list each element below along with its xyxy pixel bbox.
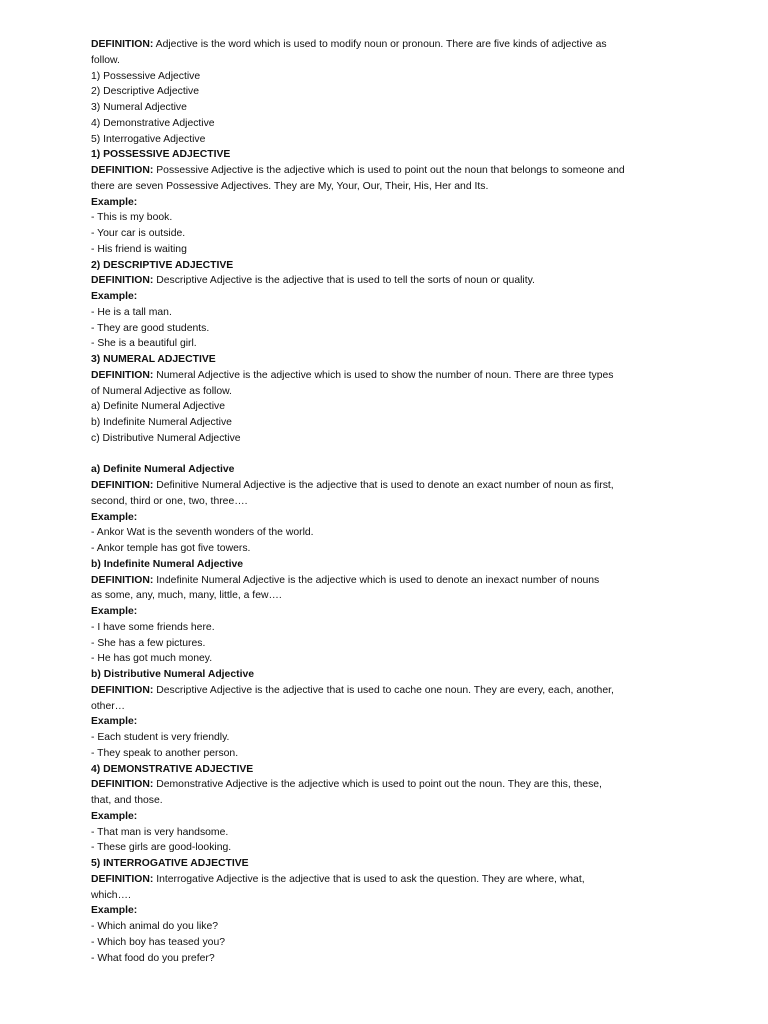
definition-label: DEFINITION: xyxy=(91,165,154,176)
kind-list-item: 4) Demonstrative Adjective xyxy=(91,117,215,129)
example-item: - She is a beautiful girl. xyxy=(91,338,197,350)
example-item: - Which animal do you like? xyxy=(91,921,219,932)
example-item: - These girls are good-looking. xyxy=(91,842,232,854)
example-item: - His friend is waiting xyxy=(91,243,187,255)
example-label: Example: xyxy=(91,810,138,822)
demonstrative-definition-cont: that, and those. xyxy=(91,795,163,806)
interrogative-definition-line: DEFINITION: Interrogative Adjective is the adjective that is used to ask the question. They are where, what, xyxy=(91,873,585,885)
example-item: - They are good students. xyxy=(91,322,210,334)
intro-definition-text-cont: follow. xyxy=(91,54,120,66)
example-item: - They speak to another person. xyxy=(91,747,239,759)
definition-label: DEFINITION: xyxy=(91,779,154,791)
type-list-item: b) Indefinite Numeral Adjective xyxy=(91,417,232,428)
example-item: - What food do you prefer? xyxy=(91,952,215,964)
subsection-heading-definite: a) Definite Numeral Adjective xyxy=(91,464,235,476)
example-item: - That man is very handsome. xyxy=(91,826,229,838)
example-label: Example: xyxy=(91,196,138,208)
example-item: - Ankor temple has got five towers. xyxy=(91,543,251,554)
blank-line xyxy=(91,447,691,463)
example-item: - This is my book. xyxy=(91,212,173,224)
intro-definition-line xyxy=(91,37,691,53)
section-heading-demonstrative: 4) DEMONSTRATIVE ADJECTIVE xyxy=(91,763,254,775)
section-heading-descriptive: 2) DESCRIPTIVE ADJECTIVE xyxy=(91,259,234,271)
section-heading-interrogative: 5) INTERROGATIVE ADJECTIVE xyxy=(91,858,249,869)
example-label: Example: xyxy=(91,606,138,617)
numeral-definition-cont: of Numeral Adjective as follow. xyxy=(91,385,232,397)
example-item: - Your car is outside. xyxy=(91,228,186,239)
example-label: Example: xyxy=(91,905,138,917)
distributive-definition-line: DEFINITION: Descriptive Adjective is the adjective that is used to cache one noun. They are every, each, another, xyxy=(91,684,614,696)
type-list-item: c) Distributive Numeral Adjective xyxy=(91,432,241,444)
example-label: Example: xyxy=(91,511,138,523)
kind-list-item: 5) Interrogative Adjective xyxy=(91,133,206,145)
possessive-definition-line: DEFINITION: Possessive Adjective is the adjective which is used to point out the noun that belongs to someone and xyxy=(91,165,625,176)
definition-label: DEFINITION: xyxy=(91,480,154,491)
example-item: - He has got much money. xyxy=(91,653,213,665)
intro-definition-text: Adjective is the word which is used to modify noun or pronoun. There are five kinds of adjective as xyxy=(153,39,607,50)
definition-label: DEFINITION: xyxy=(91,574,154,586)
possessive-definition-cont: there are seven Possessive Adjectives. They are My, Your, Our, Their, His, Her and Its. xyxy=(91,180,489,192)
definition-label: DEFINITION: xyxy=(91,275,154,287)
kind-list-item: 1) Possessive Adjective xyxy=(91,70,201,82)
indefinite-definition-cont: as some, any, much, many, little, a few…. xyxy=(91,590,282,602)
type-list-item: a) Definite Numeral Adjective xyxy=(91,401,225,413)
definition-label: DEFINITION: xyxy=(91,873,154,885)
section-heading-numeral: 3) NUMERAL ADJECTIVE xyxy=(91,354,216,365)
section-heading-possessive: 1) POSSESSIVE ADJECTIVE xyxy=(91,149,231,161)
example-item: - He is a tall man. xyxy=(91,306,172,318)
example-item: - Which boy has teased you? xyxy=(91,936,225,948)
document-page xyxy=(91,37,691,966)
interrogative-definition-cont: which…. xyxy=(91,889,131,901)
kind-list-item: 2) Descriptive Adjective xyxy=(91,86,199,98)
subsection-heading-distributive: b) Distributive Numeral Adjective xyxy=(91,669,255,680)
example-item: - Each student is very friendly. xyxy=(91,732,230,743)
example-item: - Ankor Wat is the seventh wonders of the world. xyxy=(91,527,314,539)
definite-definition-line: DEFINITION: Definitive Numeral Adjective is the adjective that is used to denote an exact number of noun as first, xyxy=(91,480,614,491)
example-label: Example: xyxy=(91,716,138,728)
example-item: - I have some friends here. xyxy=(91,621,215,633)
subsection-heading-indefinite: b) Indefinite Numeral Adjective xyxy=(91,558,244,570)
demonstrative-definition-line: DEFINITION: Demonstrative Adjective is the adjective which is used to point out the noun. They are this, these, xyxy=(91,779,602,791)
example-label: Example: xyxy=(91,291,138,302)
definition-label: DEFINITION: xyxy=(91,369,154,381)
kind-list-item: 3) Numeral Adjective xyxy=(91,102,187,113)
indefinite-definition-line: DEFINITION: Indefinite Numeral Adjective is the adjective which is used to denote an inexact number of nouns xyxy=(91,574,600,586)
distributive-definition-cont: other… xyxy=(91,700,126,712)
definition-label: DEFINITION: xyxy=(91,39,154,50)
numeral-definition-line: DEFINITION: Numeral Adjective is the adjective which is used to show the number of noun. There are three types xyxy=(91,369,614,381)
definite-definition-cont: second, third or one, two, three…. xyxy=(91,495,248,507)
descriptive-definition-line: DEFINITION: Descriptive Adjective is the adjective that is used to tell the sorts of noun or quality. xyxy=(91,275,535,287)
example-item: - She has a few pictures. xyxy=(91,637,206,649)
definition-label: DEFINITION: xyxy=(91,684,154,696)
